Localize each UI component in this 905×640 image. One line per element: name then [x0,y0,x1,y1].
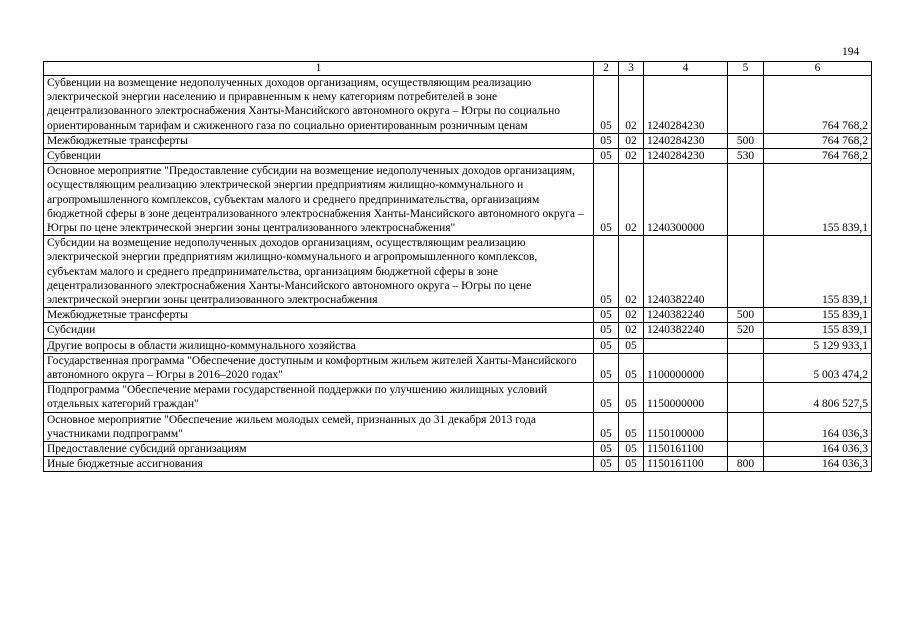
row-section: 05 [594,149,619,164]
row-amount: 164 036,3 [764,457,872,472]
row-section: 05 [594,457,619,472]
row-expense-type: 530 [728,149,764,164]
row-expense-type: 800 [728,457,764,472]
table-row [44,308,872,323]
row-subsection: 02 [619,323,644,338]
row-section: 05 [594,308,619,323]
row-expense-type [728,338,764,353]
row-expense-type: 500 [728,308,764,323]
table-row [44,383,872,412]
row-subsection: 02 [619,149,644,164]
row-amount: 764 768,2 [764,133,872,148]
row-name: Субсидии [44,323,594,338]
row-target-code [644,338,728,353]
row-amount: 155 839,1 [764,164,872,236]
row-amount: 155 839,1 [764,323,872,338]
row-section: 05 [594,412,619,441]
row-section: 05 [594,442,619,457]
row-subsection: 02 [619,308,644,323]
row-expense-type [728,236,764,308]
row-amount: 5 003 474,2 [764,353,872,382]
column-header-1: 1 [44,62,594,76]
table-row [44,338,872,353]
row-amount: 164 036,3 [764,412,872,441]
table-row [44,457,872,472]
row-expense-type [728,383,764,412]
row-amount: 4 806 527,5 [764,383,872,412]
row-target-code: 1150161100 [644,457,728,472]
row-target-code: 1240300000 [644,164,728,236]
row-name: Основное мероприятие "Предоставление субсидии на возмещение недополученных доходов организациям, осуществляющим реализацию электрической энергии предприятиям жилищно-коммунального и агропромышленного комплексов, субъектам малого и среднего предпринимательства, организациям бюджетной сферы в зоне децентрализованного электроснабжения Ханты-Мансийского автономного округа – Югры по цене электрической энергии зоны централизованного электроснабжения" [44,164,594,236]
row-section: 05 [594,76,619,134]
row-subsection: 02 [619,236,644,308]
row-subsection: 05 [619,338,644,353]
row-subsection: 02 [619,76,644,134]
row-section: 05 [594,323,619,338]
table-row [44,353,872,382]
row-name: Подпрограмма "Обеспечение мерами государственной поддержки по улучшению жилищных условий отдельных категорий граждан" [44,383,594,412]
row-subsection: 05 [619,383,644,412]
column-header-2: 2 [594,62,619,76]
row-section: 05 [594,133,619,148]
row-subsection: 02 [619,164,644,236]
column-header-6: 6 [764,62,872,76]
table-row [44,164,872,236]
table-row [44,412,872,441]
row-expense-type: 520 [728,323,764,338]
row-section: 05 [594,338,619,353]
row-name: Межбюджетные трансферты [44,308,594,323]
row-name: Субвенции на возмещение недополученных доходов организациям, осуществляющим реализацию электрической энергии населению и приравненным к нему категориям потребителей в зоне децентрализованного электроснабжения Ханты-Мансийского автономного округа – Югры по социально ориентированным тарифам и сжиженного газа по социально ориентированным розничным ценам [44,76,594,134]
row-section: 05 [594,164,619,236]
row-expense-type [728,164,764,236]
row-subsection: 05 [619,353,644,382]
row-expense-type [728,353,764,382]
row-name: Другие вопросы в области жилищно-коммунального хозяйства [44,338,594,353]
row-target-code: 1100000000 [644,353,728,382]
table-row [44,442,872,457]
row-subsection: 05 [619,412,644,441]
row-name: Предоставление субсидий организациям [44,442,594,457]
table-row [44,76,872,134]
column-header-5: 5 [728,62,764,76]
table-row [44,133,872,148]
row-section: 05 [594,383,619,412]
row-section: 05 [594,353,619,382]
row-target-code: 1240284230 [644,133,728,148]
column-header-4: 4 [644,62,728,76]
row-target-code: 1240284230 [644,76,728,134]
row-target-code: 1240382240 [644,236,728,308]
row-name: Государственная программа "Обеспечение доступным и комфортным жильем жителей Ханты-Мансийского автономного округа – Югры в 2016–2020 годах" [44,353,594,382]
table-row [44,236,872,308]
row-name: Основное мероприятие "Обеспечение жильем молодых семей, признанных до 31 декабря 2013 года участниками подпрограмм" [44,412,594,441]
row-section: 05 [594,236,619,308]
row-target-code: 1240382240 [644,323,728,338]
row-subsection: 05 [619,442,644,457]
row-amount: 5 129 933,1 [764,338,872,353]
row-amount: 155 839,1 [764,236,872,308]
table-row [44,323,872,338]
row-name: Субвенции [44,149,594,164]
row-name: Межбюджетные трансферты [44,133,594,148]
row-amount: 155 839,1 [764,308,872,323]
row-target-code: 1150100000 [644,412,728,441]
table-row [44,149,872,164]
row-expense-type: 500 [728,133,764,148]
row-amount: 764 768,2 [764,149,872,164]
row-expense-type [728,412,764,441]
row-expense-type [728,76,764,134]
row-name: Субсидии на возмещение недополученных доходов организациям, осуществляющим реализацию электрической энергии предприятиям жилищно-коммунального и агропромышленного комплексов, субъектам малого и среднего предпринимательства, организациям бюджетной сферы в зоне децентрализованного электроснабжения Ханты-Мансийского автономного округа – Югры по цене электрической энергии зоны централизованного электроснабжения [44,236,594,308]
column-header-3: 3 [619,62,644,76]
budget-table [43,61,872,472]
row-amount: 764 768,2 [764,76,872,134]
row-amount: 164 036,3 [764,442,872,457]
row-target-code: 1240382240 [644,308,728,323]
page-number: 194 [842,46,860,58]
row-target-code: 1150161100 [644,442,728,457]
row-subsection: 05 [619,457,644,472]
row-target-code: 1150000000 [644,383,728,412]
row-expense-type [728,442,764,457]
row-name: Иные бюджетные ассигнования [44,457,594,472]
row-subsection: 02 [619,133,644,148]
row-target-code: 1240284230 [644,149,728,164]
budget-table-body [44,62,872,472]
table-header-row [44,62,872,76]
